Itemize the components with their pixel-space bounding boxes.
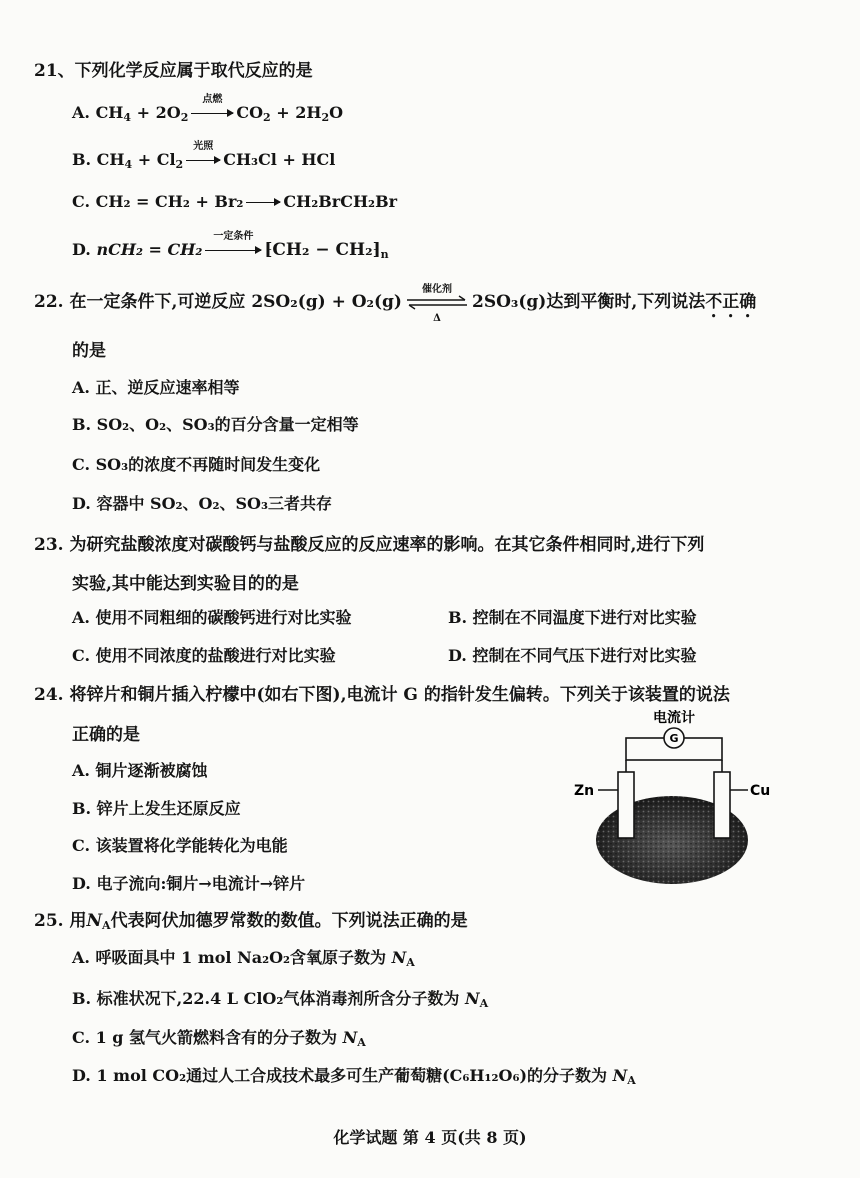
q21-option-b[interactable] bbox=[72, 141, 336, 171]
q21-c-rhs: CH₂BrCH₂Br bbox=[283, 192, 398, 211]
svg-text:Zn: Zn bbox=[574, 783, 595, 799]
q22-option-c[interactable]: C. SO₃的浓度不再随时间发生变化 bbox=[72, 455, 321, 474]
q21-option-c[interactable] bbox=[72, 192, 397, 211]
avogadro-symbol: N bbox=[612, 1066, 628, 1085]
q21-d-rhs: ⁅CH₂ − $CH_2⁆_n$ bbox=[264, 240, 389, 261]
reaction-arrow-icon: 点燃 bbox=[191, 103, 233, 122]
q25-option-d[interactable]: D. 1 mol CO₂通过人工合成技术最多可生产葡萄糖(C₆H₁₂O₆)的分子数为 $N_A$ bbox=[72, 1066, 636, 1087]
q23-option-c[interactable]: C. 使用不同浓度的盐酸进行对比实验 bbox=[72, 646, 336, 665]
lemon-battery-figure bbox=[572, 710, 772, 890]
reaction-arrow-icon: 光照 bbox=[186, 150, 220, 169]
option-label: B. bbox=[72, 150, 92, 169]
q21-option-d[interactable] bbox=[72, 231, 389, 261]
page-footer: 化学试题 第 4 页(共 8 页) bbox=[333, 1128, 527, 1147]
q22-option-a[interactable]: A. 正、逆反应速率相等 bbox=[72, 378, 240, 397]
q22-option-b[interactable]: B. SO₂、O₂、SO₃的百分含量一定相等 bbox=[72, 415, 359, 434]
option-label: A. bbox=[72, 103, 90, 122]
q21-b-rhs: CH₃Cl + HCl bbox=[223, 150, 336, 169]
svg-text:Cu: Cu bbox=[750, 783, 771, 799]
q23-option-b[interactable]: B. 控制在不同温度下进行对比实验 bbox=[448, 608, 697, 627]
q23-option-a[interactable]: A. 使用不同粗细的碳酸钙进行对比实验 bbox=[72, 608, 352, 627]
lemon-battery-icon bbox=[572, 710, 772, 890]
q21-option-a[interactable] bbox=[72, 94, 344, 124]
q21-c-lhs: CH₂ = CH₂ + Br₂ bbox=[95, 192, 244, 211]
q24-option-b[interactable]: B. 锌片上发生还原反应 bbox=[72, 799, 241, 818]
svg-text:电流计: 电流计 bbox=[653, 710, 695, 726]
q25-option-c[interactable]: C. 1 g 氢气火箭燃料含有的分子数为 $N_A$ bbox=[72, 1028, 366, 1049]
q24-option-d[interactable]: D. 电子流向:铜片→电流计→锌片 bbox=[72, 874, 306, 893]
question-25-stem: 25. 用$N_A$代表阿伏加德罗常数的数值。下列说法正确的是 bbox=[34, 911, 468, 932]
q24-option-c[interactable]: C. 该装置将化学能转化为电能 bbox=[72, 836, 288, 855]
question-22-stem-line2: 的是 bbox=[72, 341, 106, 361]
q25-option-b[interactable]: B. 标准状况下,22.4 L ClO₂气体消毒剂所含分子数为 $N_A$ bbox=[72, 989, 489, 1010]
q23-option-d[interactable]: D. 控制在不同气压下进行对比实验 bbox=[448, 646, 697, 665]
avogadro-symbol: N bbox=[391, 948, 407, 967]
q21-d-lhs: nCH₂ = CH₂ bbox=[96, 240, 203, 259]
reaction-arrow-icon bbox=[246, 192, 280, 211]
q25-option-a[interactable]: A. 呼吸面具中 1 mol Na₂O₂含氧原子数为 $N_A$ bbox=[72, 948, 415, 969]
question-24-stem-line2: 正确的是 bbox=[72, 725, 140, 745]
emphasis-text: 不正确 bbox=[705, 292, 757, 312]
question-23-stem-line2: 实验,其中能达到实验目的的是 bbox=[72, 574, 299, 594]
q21-a-rhs: $CO_2 + 2H_2O$ bbox=[236, 103, 344, 124]
reversible-arrow-icon: 催化剂 Δ bbox=[405, 294, 469, 312]
avogadro-symbol: N bbox=[342, 1028, 358, 1047]
q22-option-d[interactable]: D. 容器中 SO₂、O₂、SO₃三者共存 bbox=[72, 494, 332, 513]
q24-option-a[interactable]: A. 铜片逐渐被腐蚀 bbox=[72, 761, 208, 780]
option-label: D. bbox=[72, 240, 91, 259]
avogadro-symbol: N bbox=[464, 989, 480, 1008]
question-24-stem: 24. 将锌片和铜片插入柠檬中(如右下图),电流计 G 的指针发生偏转。下列关于该装置的说法 bbox=[34, 685, 730, 705]
question-21-stem: 21、下列化学反应属于取代反应的是 bbox=[34, 61, 313, 81]
q21-b-lhs: $CH_4 + Cl_2$ bbox=[96, 150, 184, 171]
reaction-arrow-icon: 一定条件 bbox=[205, 240, 261, 259]
option-label: C. bbox=[72, 192, 91, 211]
question-23-stem: 23. 为研究盐酸浓度对碳酸钙与盐酸反应的反应速率的影响。在其它条件相同时,进行下列 bbox=[34, 535, 705, 555]
q21-a-lhs: $CH_4 + 2O_2$ bbox=[95, 103, 189, 124]
svg-text:G: G bbox=[669, 732, 679, 745]
question-22-stem: 22. 在一定条件下,可逆反应 2SO₂(g) + O₂(g) 催化剂 Δ 2SO₃(g)达到平衡时,下列说法不正确 bbox=[34, 283, 757, 324]
